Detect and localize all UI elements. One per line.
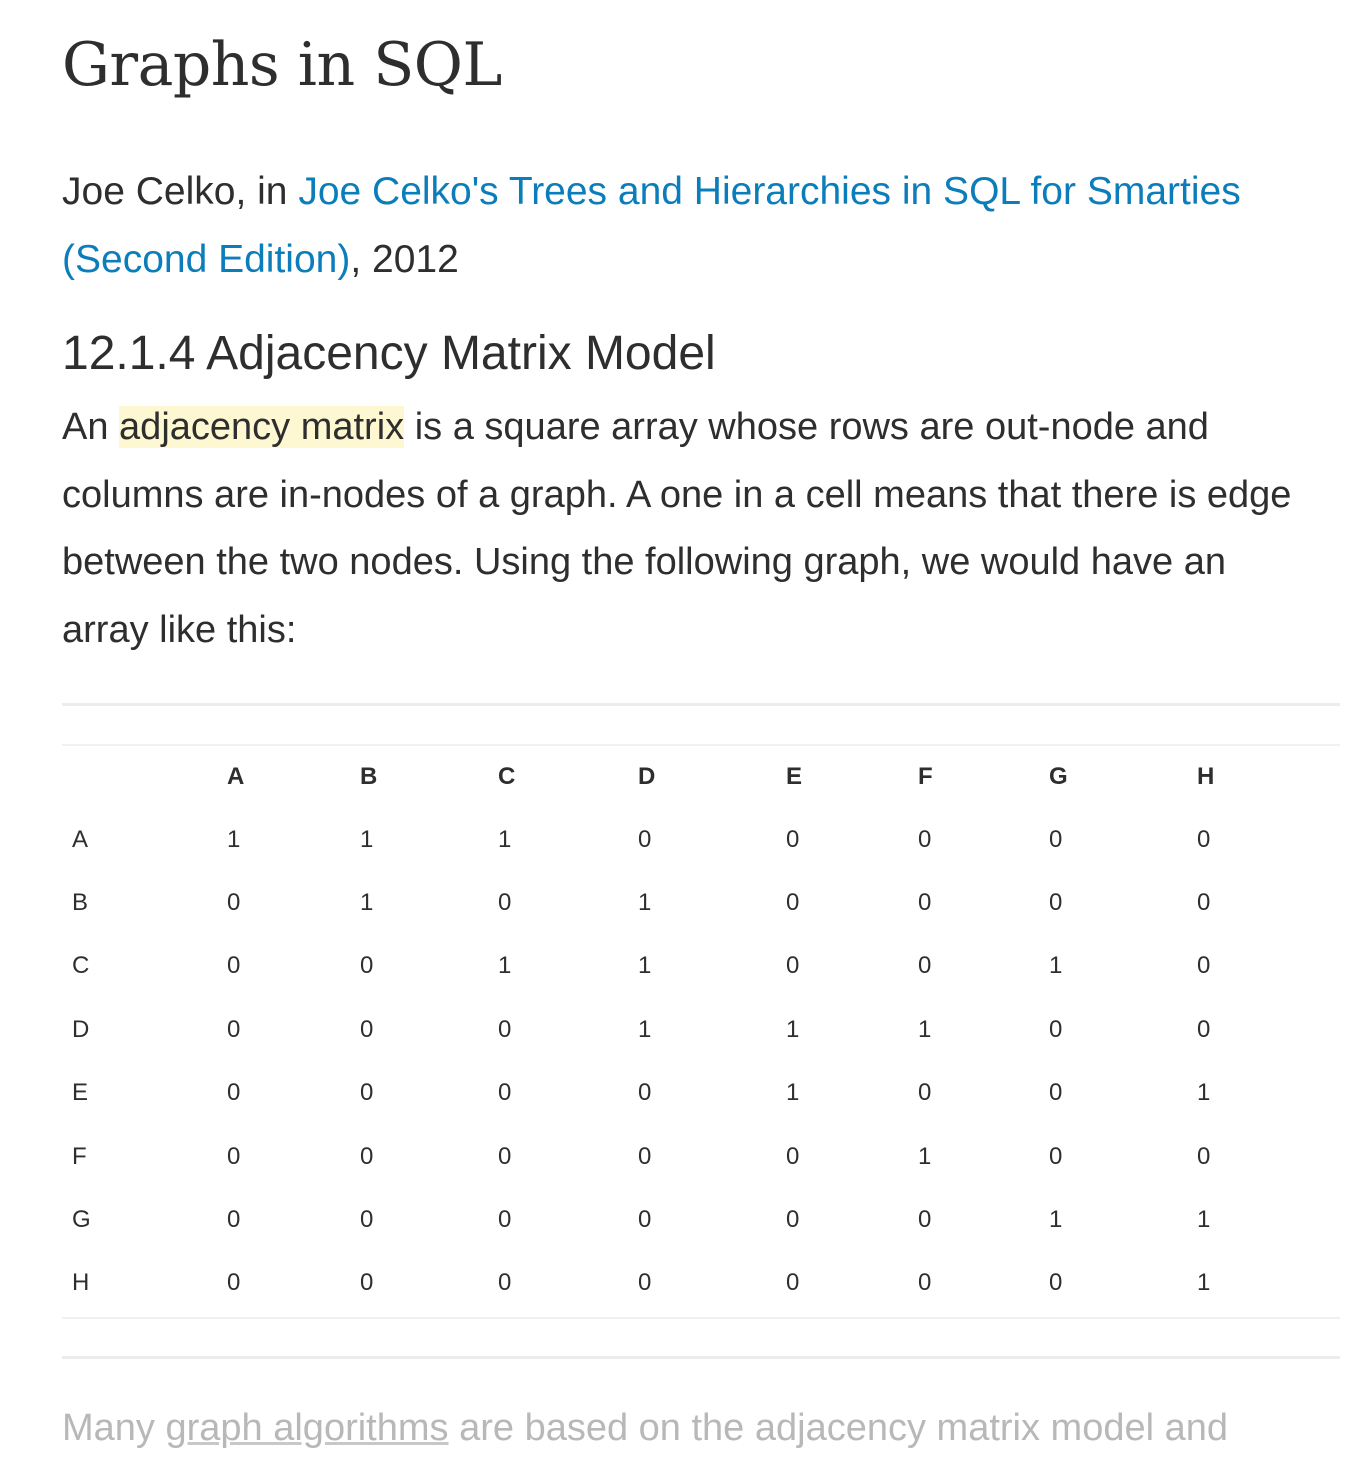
matrix-cell: 1 (498, 825, 512, 853)
row-label-d: D (72, 1015, 90, 1043)
source-citation (62, 158, 1340, 294)
matrix-cell: 0 (918, 1079, 932, 1107)
column-header-h: H (1197, 762, 1215, 790)
section-divider (62, 1356, 1340, 1359)
matrix-cell: 0 (638, 1142, 652, 1170)
matrix-cell: 0 (498, 1206, 512, 1234)
matrix-cell: 1 (1049, 952, 1063, 980)
matrix-cell: 0 (786, 889, 800, 917)
matrix-cell: 0 (227, 889, 241, 917)
matrix-cell: 1 (1197, 1079, 1211, 1107)
matrix-cell: 0 (227, 1269, 241, 1297)
matrix-cell: 1 (360, 825, 374, 853)
matrix-cell: 0 (638, 1269, 652, 1297)
paragraph-prefix: An (62, 406, 120, 448)
matrix-cell: 1 (918, 1015, 932, 1043)
column-header-f: F (918, 762, 933, 790)
matrix-cell: 0 (918, 825, 932, 853)
matrix-cell: 0 (1197, 1015, 1211, 1043)
matrix-cell: 0 (786, 1142, 800, 1170)
matrix-cell: 1 (360, 889, 374, 917)
matrix-cell: 1 (786, 1015, 800, 1043)
row-label-h: H (72, 1269, 90, 1297)
table-row (62, 935, 1340, 998)
matrix-cell: 1 (638, 1015, 652, 1043)
row-label-g: G (72, 1206, 91, 1234)
matrix-cell: 0 (1049, 889, 1063, 917)
table-row (62, 1252, 1340, 1315)
matrix-cell: 0 (786, 952, 800, 980)
matrix-cell: 0 (918, 889, 932, 917)
matrix-cell: 0 (1049, 1079, 1063, 1107)
book-title-link[interactable]: Joe Celko's Trees and Hierarchies in SQL for Smarties (Second Edition) (62, 170, 1241, 281)
matrix-cell: 1 (638, 952, 652, 980)
graph-algorithms-link[interactable]: graph algorithms (165, 1407, 449, 1449)
matrix-cell: 0 (360, 952, 374, 980)
matrix-cell: 0 (1197, 1142, 1211, 1170)
matrix-cell: 0 (786, 1269, 800, 1297)
matrix-cell: 0 (498, 1015, 512, 1043)
matrix-cell: 0 (360, 1015, 374, 1043)
column-header-c: C (498, 762, 516, 790)
section-heading: 12.1.4 Adjacency Matrix Model (62, 327, 716, 380)
matrix-cell: 1 (1049, 1206, 1063, 1234)
column-header-a: A (227, 762, 245, 790)
table-top-divider (62, 703, 1340, 706)
next-paragraph (62, 1398, 1363, 1458)
matrix-cell: 0 (918, 1269, 932, 1297)
matrix-cell: 0 (1197, 825, 1211, 853)
column-header-g: G (1049, 762, 1068, 790)
matrix-cell: 0 (1049, 1269, 1063, 1297)
matrix-cell: 0 (1197, 952, 1211, 980)
matrix-cell: 0 (1049, 1142, 1063, 1170)
matrix-cell: 0 (360, 1269, 374, 1297)
matrix-cell: 0 (638, 825, 652, 853)
matrix-cell: 0 (227, 1079, 241, 1107)
page-title: Graphs in SQL (62, 30, 502, 100)
matrix-cell: 1 (1197, 1269, 1211, 1297)
matrix-cell: 0 (498, 1079, 512, 1107)
row-label-c: C (72, 952, 90, 980)
paragraph-body: is a square array whose rows are out-node and columns are in-nodes of a graph. A one in a cell means that there is edge between the two nodes. Using the following graph, we would have an array like this: (62, 406, 1292, 651)
citation-in: , in (235, 170, 299, 213)
next-paragraph-prefix: Many (62, 1407, 166, 1449)
row-label-e: E (72, 1079, 89, 1107)
author-name: Joe Celko (62, 170, 236, 213)
citation-separator: , (350, 238, 373, 281)
matrix-cell: 0 (360, 1079, 374, 1107)
matrix-cell: 0 (227, 1142, 241, 1170)
matrix-cell: 0 (786, 1206, 800, 1234)
matrix-cell: 0 (498, 1269, 512, 1297)
matrix-cell: 0 (227, 1206, 241, 1234)
matrix-cell: 1 (786, 1079, 800, 1107)
matrix-cell: 0 (360, 1206, 374, 1234)
table-row (62, 1188, 1340, 1251)
matrix-cell: 0 (638, 1079, 652, 1107)
table-row (62, 998, 1340, 1061)
row-label-f: F (72, 1142, 87, 1170)
matrix-cell: 1 (1197, 1206, 1211, 1234)
matrix-cell: 1 (498, 952, 512, 980)
table-row (62, 808, 1340, 871)
next-paragraph-suffix: are based on the adjacency matrix model and (448, 1407, 1228, 1449)
column-header-e: E (786, 762, 803, 790)
table-header-row (62, 745, 1340, 808)
table-row (62, 871, 1340, 934)
matrix-cell: 1 (918, 1142, 932, 1170)
matrix-cell: 0 (638, 1206, 652, 1234)
section-paragraph (62, 394, 1312, 664)
publication-year: 2012 (372, 238, 459, 281)
corner-header-cell (62, 745, 227, 808)
column-header-b: B (360, 762, 378, 790)
table-row (62, 1062, 1340, 1125)
matrix-cell: 0 (1197, 889, 1211, 917)
matrix-cell: 1 (227, 825, 241, 853)
matrix-cell: 0 (786, 825, 800, 853)
row-label-a: A (72, 825, 89, 853)
matrix-cell: 0 (227, 952, 241, 980)
matrix-cell: 0 (918, 1206, 932, 1234)
table-row (62, 1125, 1340, 1188)
matrix-cell: 0 (1049, 825, 1063, 853)
matrix-cell: 1 (638, 889, 652, 917)
matrix-cell: 0 (498, 1142, 512, 1170)
table-body (62, 808, 1340, 1315)
row-label-b: B (72, 889, 89, 917)
highlighted-term[interactable]: adjacency matrix (119, 406, 405, 448)
column-header-d: D (638, 762, 656, 790)
matrix-cell: 0 (360, 1142, 374, 1170)
table-bottom-divider (62, 1317, 1340, 1319)
matrix-cell: 0 (1049, 1015, 1063, 1043)
matrix-cell: 0 (498, 889, 512, 917)
matrix-cell: 0 (918, 952, 932, 980)
adjacency-matrix-table (62, 745, 1340, 1315)
matrix-cell: 0 (227, 1015, 241, 1043)
